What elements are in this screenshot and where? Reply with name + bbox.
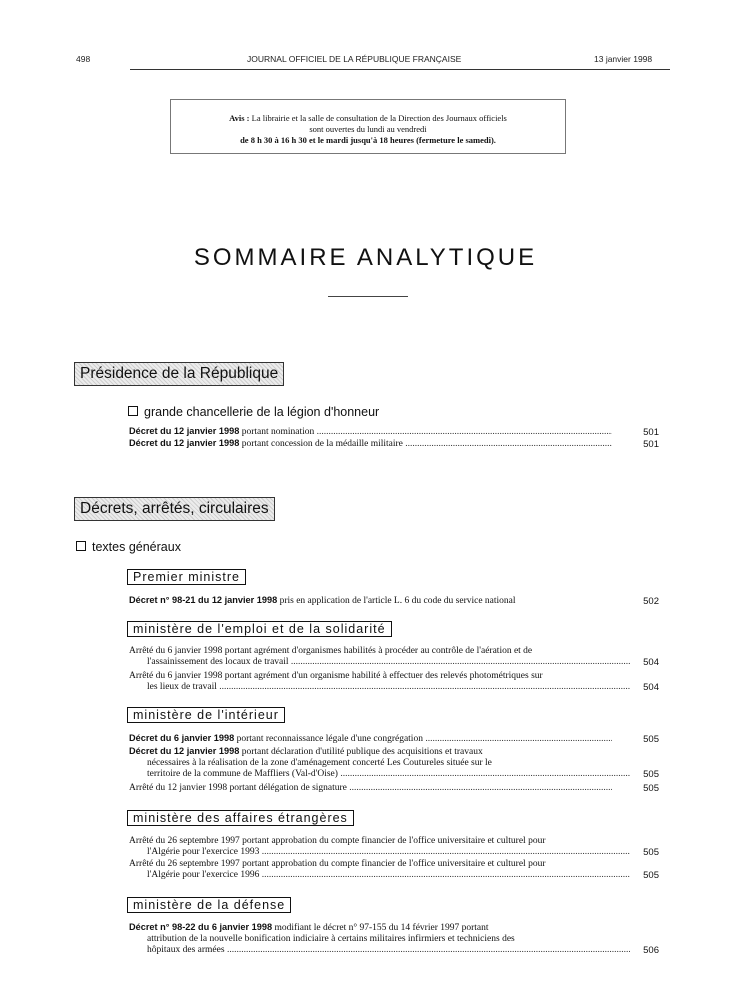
page-title: SOMMAIRE ANALYTIQUE: [193, 244, 538, 271]
list-item: Décret n° 98-22 du 6 janvier 1998 modifiant le décret n° 97-155 du 14 février 1997 portant attribution de la nouvelle bonification indiciaire à certains militaires infirmiers et techniciens des hôpitaux des armées ..... 506: [129, 922, 659, 956]
header-rule: [130, 69, 670, 70]
page-ref: 501: [643, 439, 659, 450]
checkbox-square-icon: [128, 406, 138, 416]
list-item: Arrêté du 12 janvier 1998 portant délégation de signature ..... 505: [129, 783, 659, 794]
notice-label: Avis :: [229, 113, 250, 123]
title-rule: [328, 296, 408, 297]
section-heading-presidence: Présidence de la République: [74, 362, 284, 386]
category-textes-generaux: textes généraux: [76, 540, 181, 554]
ministry-affaires-etrangeres: ministère des affaires étrangères: [127, 810, 354, 826]
list-item: Décret du 6 janvier 1998 portant reconnaissance légale d'une congrégation ..... 505: [129, 733, 659, 745]
page-ref: 505: [643, 870, 659, 881]
list-item: Arrêté du 6 janvier 1998 portant agrément d'organismes habilités à procéder au contrôle de l'aération et de l'assainissement des locaux de travail ..... 504: [129, 646, 659, 668]
list-item: Décret du 12 janvier 1998 portant nomination ..... 501: [129, 426, 659, 438]
page-ref: 505: [643, 847, 659, 858]
list-item: Décret n° 98-21 du 12 janvier 1998 pris en application de l'article L. 6 du code du service national 502: [129, 595, 659, 607]
page-ref: 504: [643, 682, 659, 693]
page-number: 498: [76, 54, 91, 64]
notice-line-3: de 8 h 30 à 16 h 30 et le mardi jusqu'à 18 heures (fermeture le samedi).: [240, 135, 496, 145]
issue-date: 13 janvier 1998: [594, 54, 653, 64]
category-legion-honneur: grande chancellerie de la légion d'honneur: [128, 405, 379, 419]
page-ref: 502: [643, 596, 659, 607]
list-item: Arrêté du 26 septembre 1997 portant approbation du compte financier de l'office universitaire et culturel pour l'Algérie pour l'exercice 1996 ..... 505: [129, 859, 659, 881]
list-item: Décret du 12 janvier 1998 portant déclaration d'utilité publique des acquisitions et travaux nécessaires à la réalisation de la zone d'aménagement concerté Les Coutureles située sur le territoire de la commune de Maffliers (Val-d'Oise) ..... 505: [129, 746, 659, 780]
ministry-premier-ministre: Premier ministre: [127, 569, 246, 585]
page-ref: 506: [643, 945, 659, 956]
notice-box: [170, 99, 566, 154]
page-ref: 501: [643, 427, 659, 438]
page-ref: 505: [643, 783, 659, 794]
page-ref: 505: [643, 734, 659, 745]
journal-title: JOURNAL OFFICIEL DE LA RÉPUBLIQUE FRANÇAISE: [247, 54, 462, 64]
ministry-interieur: ministère de l'intérieur: [127, 707, 285, 723]
notice-line-1: Avis : La librairie et la salle de consultation de la Direction des Journaux officiels: [229, 113, 507, 123]
checkbox-square-icon: [76, 541, 86, 551]
section-heading-decrets: Décrets, arrêtés, circulaires: [74, 497, 275, 521]
page-ref: 504: [643, 657, 659, 668]
list-item: Arrêté du 6 janvier 1998 portant agrément d'un organisme habilité à effectuer des relevés photométriques sur les lieux de travail ..... 504: [129, 671, 659, 693]
page-ref: 505: [643, 769, 659, 780]
list-item: Arrêté du 26 septembre 1997 portant approbation du compte financier de l'office universitaire et culturel pour l'Algérie pour l'exercice 1993 ..... 505: [129, 836, 659, 858]
ministry-emploi-solidarite: ministère de l'emploi et de la solidarité: [127, 621, 392, 637]
ministry-defense: ministère de la défense: [127, 897, 291, 913]
list-item: Décret du 12 janvier 1998 portant concession de la médaille militaire ..... 501: [129, 438, 659, 450]
notice-line-2: sont ouvertes du lundi au vendredi: [309, 124, 427, 134]
